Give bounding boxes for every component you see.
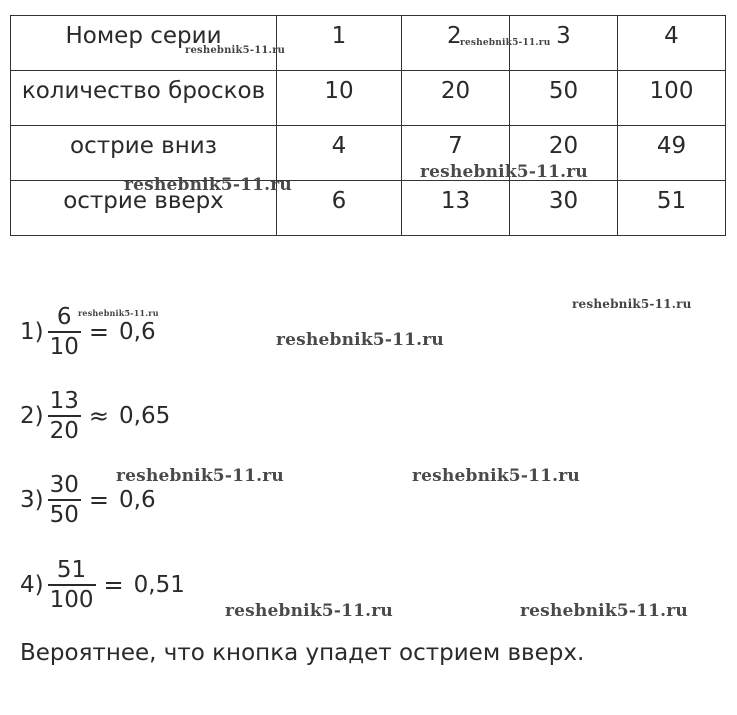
fraction-denominator: 20 — [49, 418, 79, 444]
table-cell: 100 — [618, 71, 726, 126]
table-row — [11, 126, 726, 181]
watermark: reshebnik5-11.ru — [225, 601, 393, 621]
watermark: reshebnik5-11.ru — [276, 330, 444, 350]
table-cell: 4 — [277, 126, 402, 181]
watermark: reshebnik5-11.ru — [460, 38, 551, 48]
table-cell: 6 — [277, 181, 402, 236]
table-cell: 49 — [618, 126, 726, 181]
solution-label: 1) — [20, 319, 44, 345]
table-cell: 20 — [510, 126, 618, 181]
fraction-numerator: 30 — [49, 472, 79, 498]
fraction — [48, 387, 81, 445]
fraction-denominator: 50 — [49, 502, 79, 528]
fraction-numerator: 6 — [56, 304, 72, 330]
fraction — [48, 556, 96, 614]
relation-sign: = — [88, 318, 109, 346]
table-cell: 3 — [510, 16, 618, 71]
watermark: reshebnik5-11.ru — [78, 308, 159, 318]
relation-sign: = — [88, 486, 109, 514]
relation-sign: = — [103, 571, 124, 599]
table-cell: острие вниз — [11, 126, 277, 181]
table-cell: 13 — [402, 181, 510, 236]
table-cell: 51 — [618, 181, 726, 236]
table-row — [11, 71, 726, 126]
table-cell: 30 — [510, 181, 618, 236]
conclusion-text: Вероятнее, что кнопка упадет острием вверх. — [20, 640, 585, 666]
solution-label: 4) — [20, 572, 44, 598]
solution-label: 3) — [20, 487, 44, 513]
table-cell: 4 — [618, 16, 726, 71]
relation-sign: ≈ — [88, 402, 109, 430]
table-cell: Номер серии — [11, 16, 277, 71]
watermark: reshebnik5-11.ru — [420, 162, 588, 182]
solution-line-4 — [20, 555, 185, 615]
table-cell: 10 — [277, 71, 402, 126]
solution-result: 0,6 — [119, 487, 156, 513]
table-cell: 1 — [277, 16, 402, 71]
table-cell: острие вверх — [11, 181, 277, 236]
series-table — [10, 15, 726, 236]
solution-result: 0,6 — [119, 319, 156, 345]
fraction-denominator: 10 — [49, 334, 79, 360]
fraction — [48, 471, 81, 529]
solution-label: 2) — [20, 403, 44, 429]
solution-line-2 — [20, 386, 170, 446]
table-header-row — [11, 16, 726, 71]
table-row — [11, 181, 726, 236]
watermark: reshebnik5-11.ru — [572, 297, 692, 311]
watermark: reshebnik5-11.ru — [124, 175, 292, 195]
watermark: reshebnik5-11.ru — [116, 466, 284, 486]
solution-result: 0,51 — [133, 572, 185, 598]
watermark: reshebnik5-11.ru — [412, 466, 580, 486]
table-cell: 50 — [510, 71, 618, 126]
watermark: reshebnik5-11.ru — [185, 45, 286, 56]
fraction-numerator: 51 — [56, 557, 87, 583]
fraction — [48, 303, 81, 361]
table-cell: 7 — [402, 126, 510, 181]
table-cell: 20 — [402, 71, 510, 126]
watermark: reshebnik5-11.ru — [520, 601, 688, 621]
fraction-numerator: 13 — [49, 388, 79, 414]
table-cell: 2 — [402, 16, 510, 71]
solution-result: 0,65 — [119, 403, 171, 429]
fraction-denominator: 100 — [49, 587, 94, 613]
table-cell: количество бросков — [11, 71, 277, 126]
